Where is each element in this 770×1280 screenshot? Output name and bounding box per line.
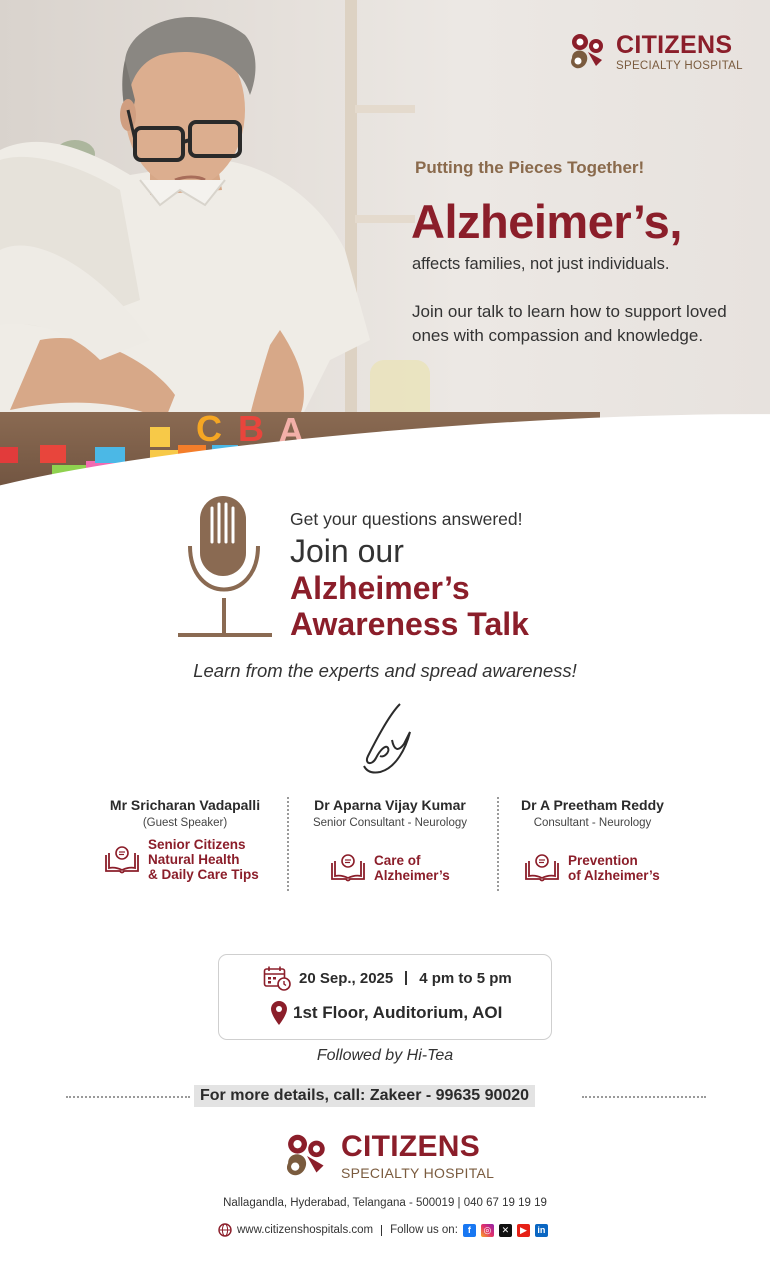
speaker-role: (Guest Speaker) bbox=[142, 817, 228, 829]
calendar-clock-icon bbox=[263, 965, 291, 991]
contact-info: For more details, call: Zakeer - 99635 90020 bbox=[194, 1085, 535, 1107]
dotted-divider bbox=[497, 797, 499, 891]
hero-subheadline: affects families, not just individuals. bbox=[412, 255, 670, 273]
citizens-logo-icon bbox=[281, 1130, 333, 1182]
speaker-role: Consultant - Neurology bbox=[533, 817, 652, 829]
hero-body-text: Join our talk to learn how to support loved ones with compassion and knowledge. bbox=[412, 302, 727, 345]
topic-line: Prevention bbox=[568, 853, 638, 868]
event-separator bbox=[405, 971, 407, 985]
hospital-logo-footer bbox=[281, 1130, 494, 1182]
speaker-topic bbox=[524, 853, 660, 883]
followed-by-text: Followed by Hi-Tea bbox=[316, 1047, 454, 1064]
topic-line: Alzheimer’s bbox=[374, 868, 450, 883]
instagram-icon[interactable]: ◎ bbox=[481, 1224, 494, 1237]
speaker-card bbox=[90, 797, 280, 829]
dotted-line bbox=[582, 1096, 706, 1098]
open-book-icon bbox=[524, 853, 560, 883]
speakers-section bbox=[90, 797, 690, 892]
block-letter-b: B bbox=[238, 408, 264, 449]
event-time: 4 pm to 5 pm bbox=[419, 969, 512, 987]
brand-subtitle: SPECIALTY HOSPITAL bbox=[616, 59, 743, 72]
topic-text bbox=[374, 853, 450, 883]
speaker-topic bbox=[104, 837, 259, 882]
open-book-icon bbox=[330, 853, 366, 883]
topic-line: Care of bbox=[374, 853, 421, 868]
event-date: 20 Sep., 2025 bbox=[299, 969, 394, 987]
speaker-role: Senior Consultant - Neurology bbox=[312, 817, 468, 829]
speaker-name: Dr A Preetham Reddy bbox=[521, 797, 664, 813]
speaker-card bbox=[300, 797, 480, 829]
topic-line: & Daily Care Tips bbox=[148, 867, 259, 882]
citizens-logo-icon bbox=[566, 30, 610, 74]
follow-label: Follow us on: bbox=[390, 1224, 458, 1236]
location-pin-icon bbox=[271, 1001, 287, 1025]
separator bbox=[381, 1225, 382, 1236]
website-link[interactable]: www.citizenshospitals.com bbox=[237, 1224, 374, 1236]
brand-name: CITIZENS bbox=[341, 1129, 481, 1163]
speaker-name: Dr Aparna Vijay Kumar bbox=[314, 797, 466, 813]
hospital-address: Nallagandla, Hyderabad, Telangana - 500019 | 040 67 19 19 19 bbox=[223, 1197, 547, 1209]
speaker-card bbox=[510, 797, 675, 829]
talk-join-text: Join our bbox=[290, 533, 404, 569]
topic-text bbox=[148, 837, 259, 882]
globe-icon bbox=[218, 1223, 232, 1237]
elderly-man-illustration bbox=[0, 0, 400, 440]
hero-tagline: Putting the Pieces Together! bbox=[415, 158, 645, 177]
talk-intro: Get your questions answered! bbox=[290, 509, 523, 529]
topic-line: Natural Health bbox=[148, 852, 240, 867]
by-script bbox=[350, 700, 422, 776]
block-letter-c: C bbox=[196, 408, 222, 449]
talk-title-line2: Awareness Talk bbox=[290, 606, 529, 642]
speaker-topic bbox=[330, 853, 450, 883]
brand-name: CITIZENS bbox=[616, 30, 733, 59]
brand-subtitle: SPECIALTY HOSPITAL bbox=[341, 1164, 495, 1181]
event-details-box bbox=[218, 954, 552, 1040]
by-text: by bbox=[350, 700, 352, 701]
x-icon[interactable]: ✕ bbox=[499, 1224, 512, 1237]
open-book-icon bbox=[104, 845, 140, 875]
linkedin-icon[interactable]: in bbox=[535, 1224, 548, 1237]
event-datetime bbox=[263, 965, 512, 991]
microphone-icon bbox=[178, 494, 272, 638]
hospital-logo-header bbox=[566, 30, 743, 74]
hero-banner bbox=[0, 0, 770, 500]
hero-headline: Alzheimer’s, bbox=[411, 195, 682, 248]
event-venue: 1st Floor, Auditorium, AOI bbox=[293, 1003, 503, 1022]
topic-line: of Alzheimer’s bbox=[568, 868, 660, 883]
facebook-icon[interactable]: f bbox=[463, 1224, 476, 1237]
block-letter-a: A bbox=[278, 410, 304, 451]
learn-tagline: Learn from the experts and spread awareness! bbox=[193, 660, 577, 681]
dotted-line bbox=[66, 1096, 190, 1098]
web-social-row bbox=[218, 1223, 548, 1237]
dotted-divider bbox=[287, 797, 289, 891]
event-venue-row bbox=[271, 1001, 502, 1025]
topic-line: Senior Citizens bbox=[148, 837, 246, 852]
speaker-name: Mr Sricharan Vadapalli bbox=[109, 797, 261, 813]
youtube-icon[interactable]: ▶ bbox=[517, 1224, 530, 1237]
contact-row bbox=[66, 1085, 706, 1107]
topic-text bbox=[568, 853, 660, 883]
talk-title-line1: Alzheimer’s bbox=[290, 570, 470, 606]
